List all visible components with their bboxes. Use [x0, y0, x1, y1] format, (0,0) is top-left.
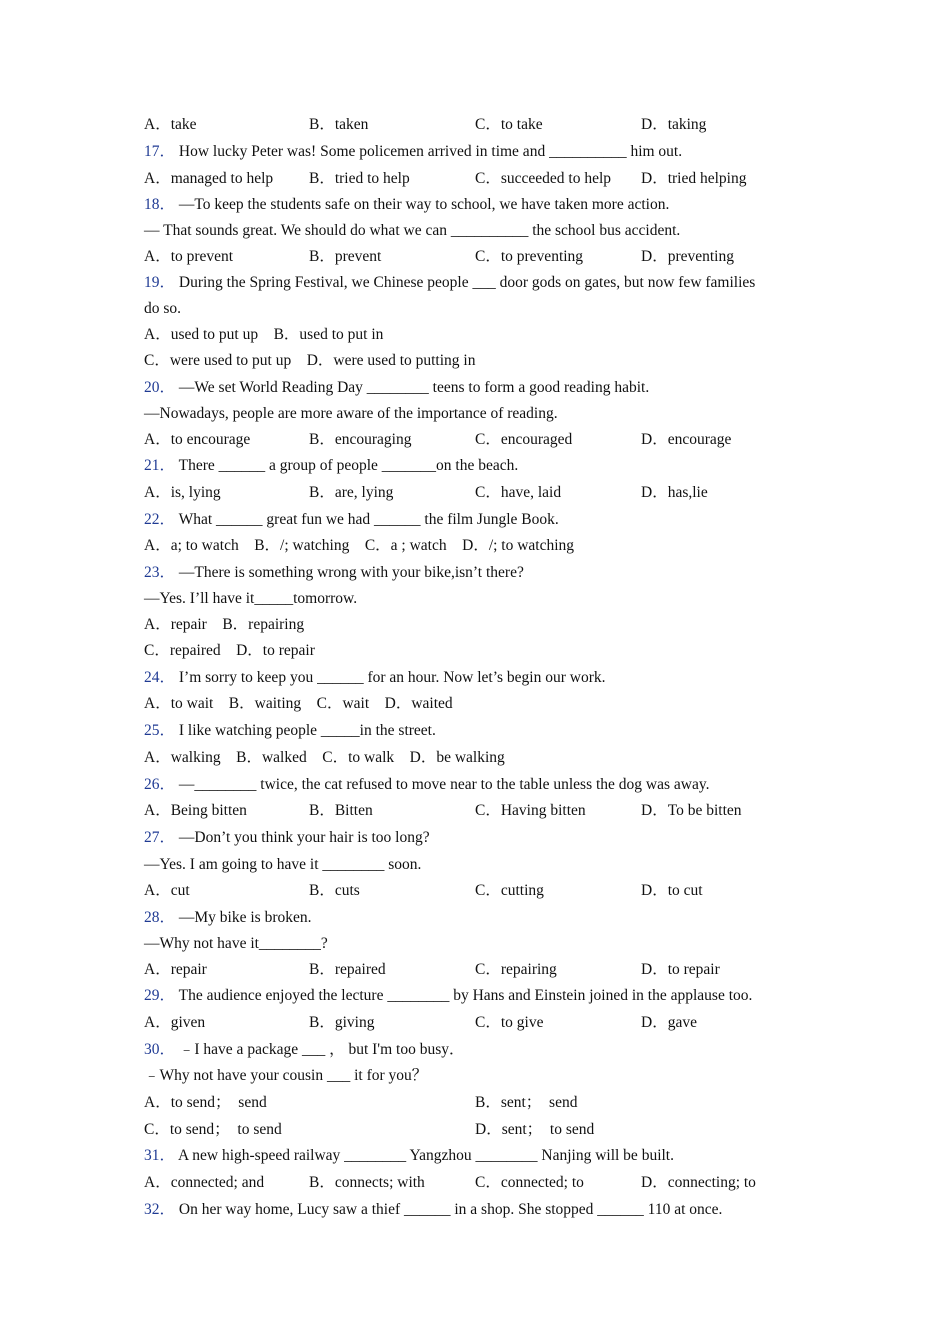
- text-line: —Yes. I am going to have it ________ soon.: [144, 856, 422, 873]
- answer-option: B．repaired: [309, 961, 386, 978]
- answer-option: A．to send； send: [144, 1094, 267, 1111]
- question-line: [144, 1200, 722, 1220]
- answer-option: D．has,lie: [641, 484, 708, 501]
- answer-option: C．to send； to send: [144, 1121, 282, 1138]
- answer-option: A．given: [144, 1014, 206, 1031]
- question-line: [144, 563, 524, 583]
- answer-option: C．repairing: [475, 961, 557, 978]
- question-number: 18．: [144, 196, 176, 213]
- question-text: —________ twice, the cat refused to move near to the table unless the dog was away.: [175, 776, 710, 793]
- question-text: On her way home, Lucy saw a thief ______ in a shop. She stopped ______ 110 at once.: [175, 1201, 723, 1218]
- question-number: 25．: [144, 722, 176, 739]
- answer-option: C．encouraged: [475, 431, 573, 448]
- text-line: A．walking B．walked C．to walk D．be walking: [144, 749, 505, 766]
- question-number: 32．: [144, 1201, 176, 1218]
- question-line: [144, 908, 312, 928]
- text-line: A．repair B．repairing: [144, 616, 305, 633]
- option-row: [144, 1093, 844, 1113]
- question-line: [144, 273, 755, 293]
- answer-option: C．connected; to: [475, 1174, 584, 1191]
- answer-option: A．to encourage: [144, 431, 251, 448]
- question-line: [144, 142, 682, 162]
- answer-option: B．Bitten: [309, 802, 373, 819]
- option-row: [144, 801, 844, 821]
- question-number: 30．: [144, 1041, 176, 1058]
- text-line: do so.: [144, 300, 182, 317]
- question-line: [144, 986, 752, 1006]
- answer-option: A．Being bitten: [144, 802, 247, 819]
- text-line: A．to wait B．waiting C．wait D．waited: [144, 695, 453, 712]
- answer-option: D．to repair: [641, 961, 720, 978]
- text-line: A．a; to watch B．/; watching C．a ; watch D．/; to watching: [144, 537, 575, 554]
- question-number: 22．: [144, 511, 176, 528]
- answer-option: D．to cut: [641, 882, 703, 899]
- answer-option: B．are, lying: [309, 484, 394, 501]
- option-row: [144, 115, 844, 135]
- answer-option: D．preventing: [641, 248, 734, 265]
- answer-option: D．connecting; to: [641, 1174, 756, 1191]
- answer-option: C．cutting: [475, 882, 544, 899]
- question-text: During the Spring Festival, we Chinese people ___ door gods on gates, but now few families: [175, 274, 756, 291]
- question-number: 21．: [144, 457, 176, 474]
- question-line: [144, 195, 669, 215]
- question-text: I like watching people _____in the street.: [175, 722, 436, 739]
- text-line: C．repaired D．to repair: [144, 642, 315, 659]
- answer-option: A．cut: [144, 882, 190, 899]
- question-number: 31．: [144, 1147, 176, 1164]
- answer-option: D．taking: [641, 116, 707, 133]
- text-line: —Yes. I’ll have it_____tomorrow.: [144, 590, 358, 607]
- question-text: The audience enjoyed the lecture ________ by Hans and Einstein joined in the applause too.: [175, 987, 753, 1004]
- option-row: [144, 483, 844, 503]
- text-line: C．were used to put up D．were used to putting in: [144, 352, 476, 369]
- question-number: 26．: [144, 776, 176, 793]
- question-text: —Don’t you think your hair is too long?: [175, 829, 430, 846]
- question-number: 29．: [144, 987, 176, 1004]
- question-text: How lucky Peter was! Some policemen arrived in time and __________ him out.: [175, 143, 683, 160]
- answer-option: B．sent； send: [475, 1094, 578, 1111]
- answer-option: C．succeeded to help: [475, 170, 612, 187]
- option-row: [144, 960, 844, 980]
- question-text: What ______ great fun we had ______ the film Jungle Book.: [175, 511, 559, 528]
- answer-option: B．cuts: [309, 882, 360, 899]
- answer-option: A．is, lying: [144, 484, 221, 501]
- option-row: [144, 430, 844, 450]
- answer-option: D．encourage: [641, 431, 732, 448]
- question-line: [144, 1146, 674, 1166]
- answer-option: D．To be bitten: [641, 802, 742, 819]
- answer-option: B．connects; with: [309, 1174, 425, 1191]
- question-number: 24．: [144, 669, 176, 686]
- option-row: [144, 169, 844, 189]
- answer-option: B．encouraging: [309, 431, 412, 448]
- question-text: There ______ a group of people _______on the beach.: [175, 457, 519, 474]
- question-line: [144, 668, 606, 688]
- text-line: ﹣Why not have your cousin ___ it for you？: [144, 1067, 428, 1084]
- question-text: ﹣I have a package ___ ， but I'm too busy．: [175, 1041, 465, 1058]
- option-row: [144, 1120, 844, 1140]
- text-line: A．used to put up B．used to put in: [144, 326, 384, 343]
- question-text: —To keep the students safe on their way to school, we have taken more action.: [175, 196, 670, 213]
- question-line: [144, 378, 649, 398]
- answer-option: C．to give: [475, 1014, 544, 1031]
- question-line: [144, 456, 518, 476]
- question-number: 19．: [144, 274, 176, 291]
- question-line: [144, 510, 559, 530]
- answer-option: C．have, laid: [475, 484, 562, 501]
- answer-option: D．gave: [641, 1014, 697, 1031]
- answer-option: A．connected; and: [144, 1174, 265, 1191]
- question-line: [144, 828, 430, 848]
- question-line: [144, 1040, 465, 1060]
- question-number: 23．: [144, 564, 176, 581]
- question-text: —We set World Reading Day ________ teens to form a good reading habit.: [175, 379, 650, 396]
- answer-option: B．prevent: [309, 248, 382, 265]
- answer-option: B．giving: [309, 1014, 375, 1031]
- option-row: [144, 247, 844, 267]
- answer-option: B．taken: [309, 116, 369, 133]
- text-line: —Why not have it________?: [144, 935, 328, 952]
- option-row: [144, 1013, 844, 1033]
- answer-option: D．sent； to send: [475, 1121, 595, 1138]
- answer-option: A．managed to help: [144, 170, 274, 187]
- answer-option: C．Having bitten: [475, 802, 586, 819]
- answer-option: B．tried to help: [309, 170, 410, 187]
- answer-option: D．tried helping: [641, 170, 747, 187]
- question-number: 28．: [144, 909, 176, 926]
- question-text: —There is something wrong with your bike,isn’t there?: [175, 564, 524, 581]
- question-number: 17．: [144, 143, 176, 160]
- text-line: —Nowadays, people are more aware of the importance of reading.: [144, 405, 558, 422]
- question-number: 20．: [144, 379, 176, 396]
- answer-option: A．to prevent: [144, 248, 234, 265]
- question-text: A new high-speed railway ________ Yangzhou ________ Nanjing will be built.: [175, 1147, 674, 1164]
- option-row: [144, 1173, 844, 1193]
- option-row: [144, 881, 844, 901]
- text-line: — That sounds great. We should do what we can __________ the school bus accident.: [144, 222, 681, 239]
- question-line: [144, 775, 709, 795]
- question-text: I’m sorry to keep you ______ for an hour. Now let’s begin our work.: [175, 669, 606, 686]
- question-number: 27．: [144, 829, 176, 846]
- question-text: —My bike is broken.: [175, 909, 312, 926]
- answer-option: C．to take: [475, 116, 543, 133]
- answer-option: C．to preventing: [475, 248, 584, 265]
- question-line: [144, 721, 436, 741]
- answer-option: A．take: [144, 116, 197, 133]
- answer-option: A．repair: [144, 961, 207, 978]
